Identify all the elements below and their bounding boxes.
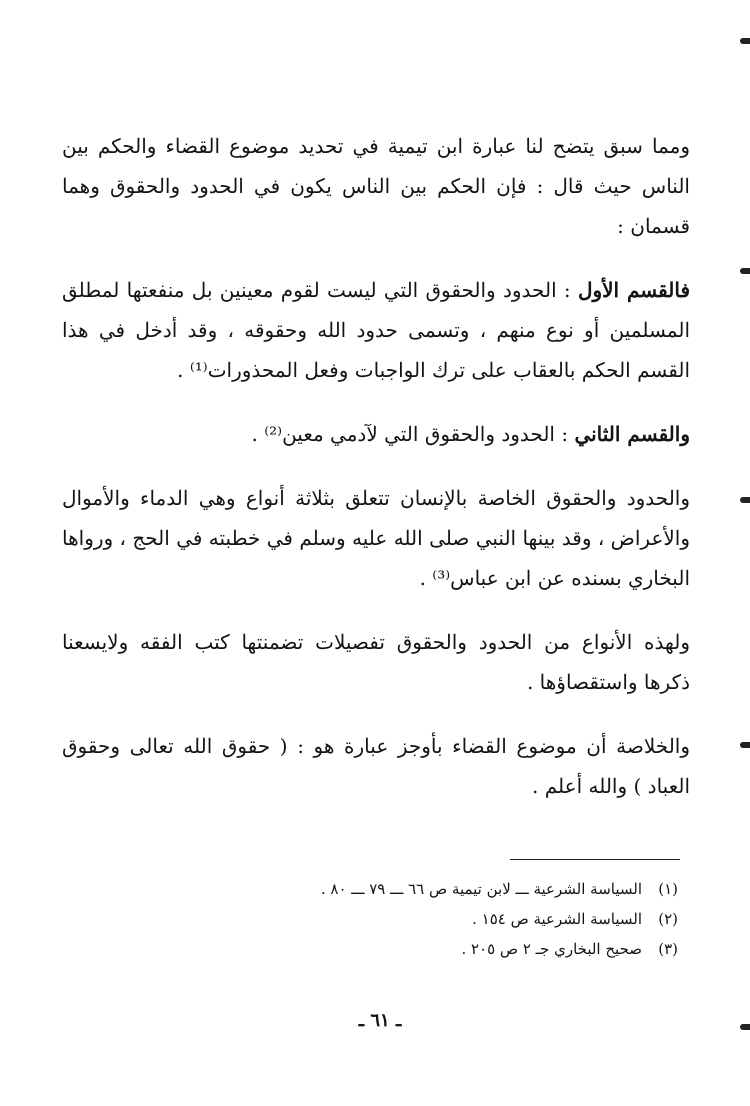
paragraph-text: : الحدود والحقوق التي لآدمي معين⁽²⁾ . xyxy=(251,422,575,446)
paragraph-intro xyxy=(62,126,690,246)
paragraph-text: ومما سبق يتضح لنا عبارة ابن تيمية في تحديد موضوع القضاء والحكم بين الناس حيث قال : فإن الحكم بين الناس يكون في الحدود والحقوق وهما قسمان : xyxy=(62,134,690,238)
paragraph-second-section xyxy=(62,414,690,454)
scan-edge-mark xyxy=(740,1024,750,1030)
footnote-number: (٣) xyxy=(658,940,678,958)
paragraph-private-rights xyxy=(62,478,690,598)
footnote-text: صحيح البخاري جـ ٢ ص ٢٠٥ . xyxy=(461,940,642,958)
paragraph-first-section xyxy=(62,270,690,390)
paragraph-text: والحدود والحقوق الخاصة بالإنسان تتعلق بثلاثة أنواع وهي الدماء والأموال والأعراض ، وقد بينها النبي صلى الله عليه وسلم في خطبته في الحج ، ورواها البخاري بسنده عن ابن عباس⁽³⁾ . xyxy=(62,486,690,590)
footnote-item xyxy=(118,874,678,904)
paragraph-details xyxy=(62,622,690,702)
scan-edge-mark xyxy=(740,268,750,274)
footnotes xyxy=(118,874,678,964)
body-text xyxy=(62,126,690,806)
footnote-number: (١) xyxy=(658,880,678,898)
scan-edge-mark xyxy=(740,497,750,503)
footnote-divider xyxy=(510,859,680,860)
paragraph-lead: والقسم الثاني xyxy=(574,422,690,446)
paragraph-text: : الحدود والحقوق التي ليست لقوم معينين بل منفعتها لمطلق المسلمين أو نوع منهم ، وتسمى حدود الله وحقوقه ، وقد أدخل في هذا القسم الحكم بالعقاب على ترك الواجبات وفعل المحذورات⁽¹⁾ . xyxy=(62,278,690,382)
paragraph-text: ولهذه الأنواع من الحدود والحقوق تفصيلات تضمنتها كتب الفقه ولايسعنا ذكرها واستقصاؤها . xyxy=(62,630,690,694)
footnote-item xyxy=(118,904,678,934)
paragraph-lead: فالقسم الأول xyxy=(577,278,690,302)
scan-edge-mark xyxy=(740,38,750,44)
page-number: ـ ٦١ ـ xyxy=(358,1010,402,1031)
footnote-text: السياسة الشرعية ص ١٥٤ . xyxy=(472,910,642,928)
footnote-item xyxy=(118,934,678,964)
footnote-number: (٢) xyxy=(658,910,678,928)
paragraph-conclusion xyxy=(62,726,690,806)
footnote-text: السياسة الشرعية ـــ لابن تيمية ص ٦٦ ـــ ٧٩ ـــ ٨٠ . xyxy=(320,880,642,898)
scan-edge-mark xyxy=(740,742,750,748)
paragraph-text: والخلاصة أن موضوع القضاء بأوجز عبارة هو : ( حقوق الله تعالى وحقوق العباد ) والله أعلم . xyxy=(62,734,690,798)
